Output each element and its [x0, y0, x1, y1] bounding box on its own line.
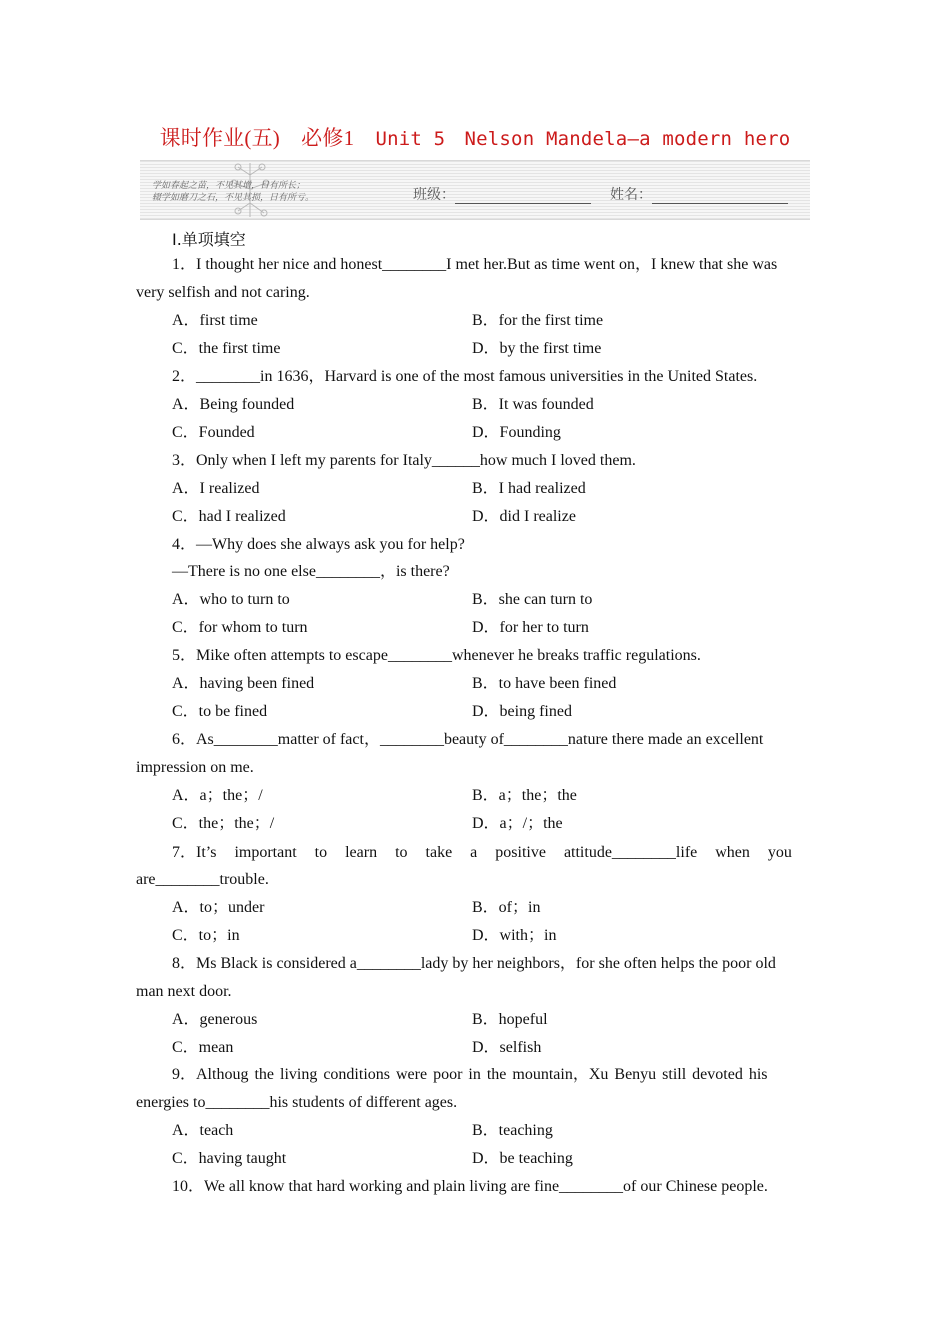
question-9-stem-text: 9．Althoug the living conditions were poor in the mountain，Xu Benyu still devoted his: [172, 1066, 768, 1083]
question-5-stem: 5．Mike often attempts to escape________whenever he breaks traffic regulations.: [172, 647, 701, 664]
page-title: [0, 122, 950, 152]
question-6-option-b[interactable]: B．a；the；the: [472, 787, 577, 804]
question-3-option-b[interactable]: B．I had realized: [472, 480, 586, 497]
question-6-stem-text: 6．As________matter of fact，________beauty of________nature there made an excellent: [172, 731, 764, 748]
question-7-option-b[interactable]: B．of；in: [472, 899, 541, 916]
question-1-option-a[interactable]: A．first time: [172, 312, 258, 329]
question-4-option-d[interactable]: D．for her to turn: [472, 619, 589, 636]
question-5-option-d[interactable]: D．being fined: [472, 703, 572, 720]
question-4-option-a[interactable]: A．who to turn to: [172, 591, 290, 608]
question-10-stem: 10．We all know that hard working and plain living are fine________of our Chinese people.: [172, 1178, 768, 1195]
question-1-stem: [172, 255, 814, 275]
question-6-option-d[interactable]: D．a；/；the: [472, 815, 563, 832]
question-3-option-d[interactable]: D．did I realize: [472, 508, 576, 525]
question-1-option-b[interactable]: B．for the first time: [472, 312, 604, 329]
question-7-stem-cont: are________trouble.: [136, 871, 269, 888]
question-8-stem: [172, 954, 814, 974]
question-3-option-a[interactable]: A．I realized: [172, 480, 260, 497]
question-5-option-a[interactable]: A．having been fined: [172, 675, 315, 692]
question-2-stem: 2．________in 1636，Harvard is one of the most famous universities in the United States.: [172, 368, 758, 385]
question-7-option-a[interactable]: A．to；under: [172, 899, 265, 916]
question-1-option-d[interactable]: D．by the first time: [472, 340, 602, 357]
header-banner: [140, 160, 810, 220]
question-8-stem-text: 8．Ms Black is considered a________lady by her neighbors，for she often helps the poor old: [172, 955, 776, 972]
question-2-option-c[interactable]: C．Founded: [172, 424, 255, 441]
question-9-option-a[interactable]: A．teach: [172, 1122, 234, 1139]
question-3-option-c[interactable]: C．had I realized: [172, 508, 286, 525]
question-7-stem: [172, 843, 814, 863]
motto-line-1: 学如春起之苗，不见其增，日有所长；: [152, 181, 306, 191]
question-3-stem: 3．Only when I left my parents for Italy______how much I loved them.: [172, 452, 636, 469]
question-9-option-c[interactable]: C．having taught: [172, 1150, 287, 1167]
question-9-option-d[interactable]: D．be teaching: [472, 1150, 573, 1167]
question-2-option-b[interactable]: B．It was founded: [472, 396, 594, 413]
question-1-option-c[interactable]: C．the first time: [172, 340, 281, 357]
question-6-option-a[interactable]: A．a；the；/: [172, 787, 263, 804]
class-field: [413, 184, 591, 204]
question-7-option-c[interactable]: C．to；in: [172, 927, 240, 944]
question-1-stem-cont: very selfish and not caring.: [136, 284, 310, 301]
question-6-option-c[interactable]: C．the；the；/: [172, 815, 275, 832]
question-8-option-c[interactable]: C．mean: [172, 1039, 234, 1056]
motto-line-2: 辍学如磨刀之石，不见其损，日有所亏。: [152, 193, 315, 203]
question-4-stem-cont: —There is no one else________，is there?: [172, 563, 450, 580]
question-2-option-a[interactable]: A．Being founded: [172, 396, 295, 413]
question-9-option-b[interactable]: B．teaching: [472, 1122, 553, 1139]
question-2-option-d[interactable]: D．Founding: [472, 424, 561, 441]
question-4-stem: 4．—Why does she always ask you for help?: [172, 536, 465, 553]
question-7-option-d[interactable]: D．with；in: [472, 927, 557, 944]
name-label: 姓名：: [610, 187, 652, 203]
name-field: [610, 184, 788, 204]
class-input-line[interactable]: [455, 189, 591, 204]
question-9-stem: [172, 1065, 814, 1085]
question-6-stem-cont: impression on me.: [136, 759, 254, 776]
class-label: 班级：: [413, 187, 455, 203]
question-8-stem-cont: man next door.: [136, 983, 232, 1000]
question-4-option-c[interactable]: C．for whom to turn: [172, 619, 308, 636]
name-input-line[interactable]: [652, 189, 788, 204]
question-9-stem-cont: energies to________his students of different ages.: [136, 1094, 458, 1111]
question-6-stem: [172, 730, 814, 750]
motto: [152, 180, 314, 204]
section-heading: Ⅰ.单项填空: [172, 230, 246, 249]
question-4-option-b[interactable]: B．she can turn to: [472, 591, 593, 608]
question-7-stem-text: 7．It’s important to learn to take a positive attitude________life when you: [172, 844, 792, 861]
question-5-option-c[interactable]: C．to be fined: [172, 703, 268, 720]
question-5-option-b[interactable]: B．to have been fined: [472, 675, 617, 692]
title-cn: 课时作业(五) 必修1: [159, 126, 355, 150]
question-8-option-b[interactable]: B．hopeful: [472, 1011, 548, 1028]
question-8-option-d[interactable]: D．selfish: [472, 1039, 542, 1056]
question-8-option-a[interactable]: A．generous: [172, 1011, 258, 1028]
title-en: Unit 5 Nelson Mandela—a modern hero: [375, 128, 791, 150]
question-1-stem-text: 1．I thought her nice and honest________I met her.But as time went on，I knew that she was: [172, 256, 778, 273]
